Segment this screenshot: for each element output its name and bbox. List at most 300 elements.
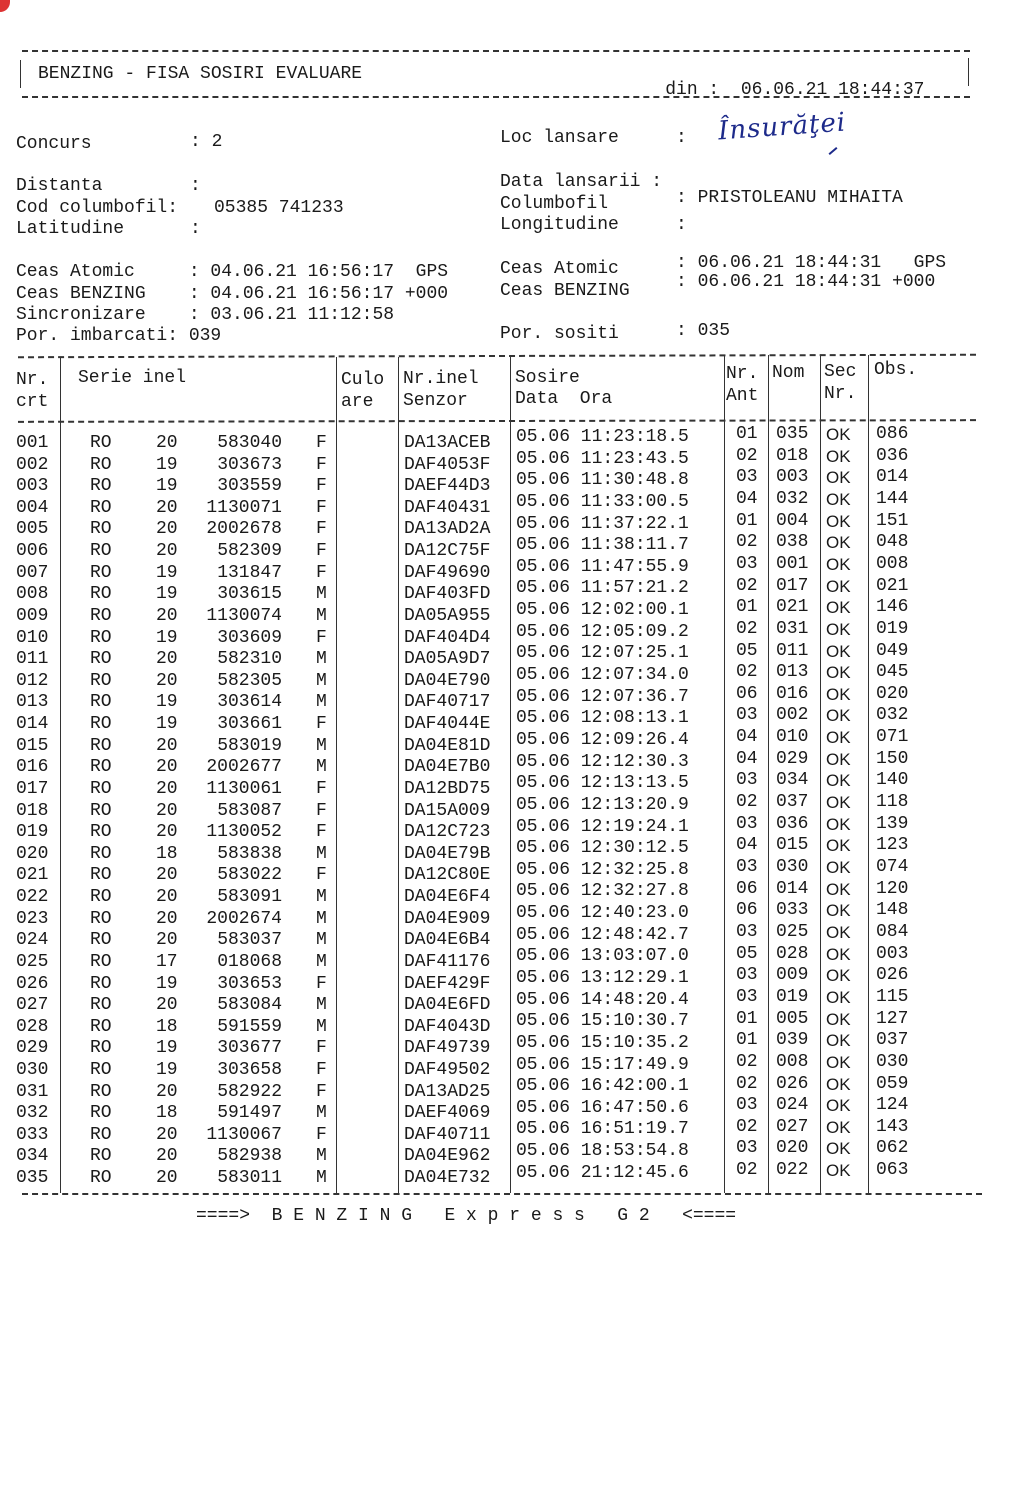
- sex: M: [316, 584, 327, 605]
- row-number: 006: [16, 541, 49, 562]
- sec-status: OK: [826, 749, 851, 769]
- ring-country: RO: [90, 476, 112, 497]
- sec-status: OK: [826, 1117, 851, 1137]
- previous-nr: 03: [736, 965, 758, 986]
- col-crt-header: crt: [16, 392, 49, 412]
- row-number: 020: [16, 843, 49, 864]
- col-ant-header-1: Nr.: [726, 364, 759, 384]
- previous-nr: 04: [736, 835, 758, 856]
- sensor-ring: DA15A009: [404, 800, 491, 821]
- row-number: 031: [16, 1081, 49, 1102]
- sensor-ring: DA13AD25: [404, 1081, 491, 1102]
- sec-status: OK: [826, 684, 851, 704]
- sec-status: OK: [826, 1074, 851, 1094]
- nom-number: 034: [776, 770, 809, 791]
- ring-country: RO: [90, 454, 112, 475]
- row-number: 007: [16, 562, 49, 583]
- ring-number: 1130061: [206, 778, 282, 799]
- ring-year: 20: [156, 778, 178, 799]
- col-sosire-header-2: Data Ora: [515, 389, 613, 409]
- ring-year: 19: [156, 973, 178, 994]
- sensor-ring: DA04E7B0: [404, 757, 491, 778]
- row-number: 015: [16, 735, 49, 756]
- ring-country: RO: [90, 1168, 112, 1189]
- arrival-datetime: 05.06 12:13:20.9: [516, 794, 689, 815]
- ring-country: RO: [90, 1059, 112, 1080]
- col-nrinel-header-1: Nr.inel: [403, 369, 479, 389]
- sex: M: [316, 692, 327, 713]
- table-border-top: [18, 354, 976, 359]
- nom-number: 038: [776, 532, 809, 553]
- arrival-datetime: 05.06 11:37:22.1: [516, 513, 689, 534]
- arrival-datetime: 05.06 12:40:23.0: [516, 903, 689, 924]
- cod-columbofil-value: 05385 741233: [214, 198, 344, 218]
- porumbei-imbarcati: Por. imbarcati: 039: [16, 326, 222, 346]
- ring-country: RO: [90, 605, 112, 626]
- sex: M: [316, 605, 327, 626]
- ring-year: 19: [156, 692, 178, 713]
- arrival-datetime: 05.06 11:23:43.5: [516, 448, 689, 469]
- ring-country: RO: [90, 843, 112, 864]
- sensor-ring: DA12BD75: [404, 778, 491, 799]
- row-number: 035: [16, 1168, 49, 1189]
- obs-value: 124: [876, 1095, 909, 1116]
- nom-number: 015: [776, 835, 809, 856]
- nom-number: 024: [776, 1095, 809, 1116]
- sec-status: OK: [826, 511, 851, 531]
- nom-number: 030: [776, 857, 809, 877]
- obs-value: 049: [876, 640, 909, 661]
- ring-number: 303653: [217, 973, 282, 994]
- ring-number: 303673: [217, 454, 282, 475]
- previous-nr: 05: [736, 640, 758, 661]
- nom-number: 026: [776, 1073, 809, 1094]
- nom-number: 005: [776, 1008, 809, 1029]
- ring-year: 20: [156, 908, 178, 929]
- sex: M: [316, 951, 327, 972]
- ring-year: 20: [156, 822, 178, 843]
- col-ant-header-2: Ant: [726, 386, 759, 406]
- ring-year: 20: [156, 605, 178, 626]
- previous-nr: 03: [736, 813, 758, 834]
- arrival-datetime: 05.06 21:12:45.6: [516, 1162, 689, 1183]
- ring-year: 19: [156, 627, 178, 648]
- ring-country: RO: [90, 822, 112, 843]
- obs-value: 084: [876, 921, 909, 942]
- sensor-ring: DAF40717: [404, 692, 491, 713]
- row-number: 029: [16, 1038, 49, 1059]
- row-number: 013: [16, 692, 49, 713]
- col-nrinel-header-2: Senzor: [403, 391, 468, 411]
- arrival-datetime: 05.06 12:07:25.1: [516, 643, 689, 664]
- sex: F: [316, 541, 327, 562]
- ring-country: RO: [90, 519, 112, 540]
- sex: F: [316, 627, 327, 648]
- obs-value: 115: [876, 986, 909, 1007]
- ring-year: 20: [156, 800, 178, 821]
- loc-lansare-colon: :: [676, 128, 687, 148]
- latitudine-value: :: [190, 219, 201, 239]
- ring-year: 19: [156, 714, 178, 735]
- previous-nr: 03: [736, 1138, 758, 1159]
- sec-status: OK: [826, 663, 851, 683]
- previous-nr: 02: [736, 1160, 758, 1181]
- ring-number: 583019: [217, 735, 282, 756]
- sex: F: [316, 476, 327, 497]
- ring-number: 303658: [217, 1059, 282, 1080]
- title-border-left: [20, 60, 21, 88]
- table-border-bottom: [22, 1193, 982, 1195]
- sec-status: OK: [826, 619, 851, 639]
- nom-number: 031: [776, 618, 809, 639]
- nom-number: 014: [776, 878, 809, 899]
- distanta-label: Distanta: [16, 176, 103, 196]
- sec-status: OK: [826, 814, 851, 834]
- obs-value: 014: [876, 467, 909, 488]
- sex: M: [316, 1016, 327, 1037]
- nom-number: 002: [776, 705, 809, 726]
- sensor-ring: DAEF44D3: [404, 476, 491, 497]
- ring-country: RO: [90, 497, 112, 518]
- ring-number: 1130071: [206, 497, 282, 518]
- ring-number: 303559: [217, 476, 282, 497]
- sensor-ring: DAF49502: [404, 1059, 491, 1080]
- sex: M: [316, 995, 327, 1016]
- sex: F: [316, 778, 327, 799]
- arrival-datetime: 05.06 12:48:42.7: [516, 924, 689, 945]
- obs-value: 020: [876, 683, 909, 704]
- previous-nr: 03: [736, 467, 758, 488]
- row-number: 025: [16, 951, 49, 972]
- ring-number: 583087: [217, 800, 282, 821]
- sensor-ring: DA04E6B4: [404, 930, 491, 951]
- sex: F: [316, 433, 327, 453]
- arrival-datetime: 05.06 11:47:55.9: [516, 556, 689, 577]
- ring-number: 303609: [217, 627, 282, 648]
- obs-value: 120: [876, 878, 909, 899]
- row-number: 030: [16, 1059, 49, 1080]
- sex: M: [316, 930, 327, 951]
- arrival-datetime: 05.06 12:32:27.8: [516, 881, 689, 902]
- sec-status: OK: [826, 1009, 851, 1029]
- nom-number: 003: [776, 467, 809, 488]
- obs-value: 127: [876, 1008, 909, 1029]
- obs-value: 118: [876, 792, 909, 813]
- sensor-ring: DA12C723: [404, 822, 491, 843]
- ring-year: 20: [156, 1168, 178, 1189]
- arrival-datetime: 05.06 15:17:49.9: [516, 1054, 689, 1075]
- row-number: 011: [16, 649, 49, 670]
- ring-country: RO: [90, 1016, 112, 1037]
- obs-value: 071: [876, 727, 909, 748]
- obs-value: 146: [876, 597, 909, 618]
- obs-value: 032: [876, 705, 909, 726]
- ring-year: 20: [156, 1146, 178, 1167]
- sensor-ring: DAF40431: [404, 497, 491, 518]
- sex: F: [316, 1038, 327, 1059]
- previous-nr: 02: [736, 575, 758, 596]
- din-label: din :: [665, 80, 720, 100]
- row-number: 032: [16, 1103, 49, 1124]
- previous-nr: 02: [736, 1116, 758, 1137]
- ring-number: 131847: [217, 562, 282, 583]
- sex: F: [316, 865, 327, 886]
- arrival-datetime: 05.06 11:23:18.5: [516, 427, 689, 447]
- ring-number: 303615: [217, 584, 282, 605]
- nom-number: 013: [776, 662, 809, 683]
- ring-number: 583011: [217, 1168, 282, 1189]
- ring-year: 20: [156, 497, 178, 518]
- obs-value: 045: [876, 662, 909, 683]
- ceas-benzing-start: Ceas BENZING : 04.06.21 16:56:17 +000: [16, 284, 449, 304]
- sec-status: OK: [826, 1096, 851, 1116]
- table-header-divider: [18, 419, 976, 423]
- table-row: [16, 1160, 996, 1189]
- obs-value: 019: [876, 618, 909, 639]
- row-number: 004: [16, 497, 49, 518]
- sec-status: OK: [826, 1139, 851, 1159]
- sec-status: OK: [826, 533, 851, 553]
- loc-lansare-label: Loc lansare: [500, 128, 619, 148]
- arrival-datetime: 05.06 16:47:50.6: [516, 1097, 689, 1118]
- nom-number: 016: [776, 683, 809, 704]
- nom-number: 020: [776, 1138, 809, 1159]
- sensor-ring: DAF4044E: [404, 714, 491, 735]
- sex: F: [316, 562, 327, 583]
- sec-status: OK: [826, 468, 851, 488]
- sec-status: OK: [826, 706, 851, 726]
- sex: F: [316, 519, 327, 540]
- arrival-datetime: 05.06 11:33:00.5: [516, 491, 689, 512]
- ring-number: 1130074: [206, 605, 282, 626]
- sec-status: OK: [826, 576, 851, 596]
- ring-country: RO: [90, 670, 112, 691]
- previous-nr: 04: [736, 727, 758, 748]
- ring-year: 19: [156, 1059, 178, 1080]
- ring-year: 20: [156, 930, 178, 951]
- row-number: 021: [16, 865, 49, 886]
- previous-nr: 02: [736, 1051, 758, 1072]
- ring-year: 20: [156, 541, 178, 562]
- ring-country: RO: [90, 1081, 112, 1102]
- longitudine-value: :: [676, 215, 687, 235]
- ring-country: RO: [90, 995, 112, 1016]
- handwritten-mark: [829, 147, 838, 155]
- sex: M: [316, 735, 327, 756]
- sec-status: OK: [826, 1052, 851, 1072]
- sec-status: OK: [826, 901, 851, 921]
- nom-number: 027: [776, 1116, 809, 1137]
- previous-nr: 02: [736, 618, 758, 639]
- previous-nr: 01: [736, 424, 758, 444]
- col-sec-header-1: Sec: [824, 362, 857, 382]
- arrival-datetime: 05.06 11:38:11.7: [516, 535, 689, 556]
- ring-country: RO: [90, 800, 112, 821]
- col-nr-header: Nr.: [16, 370, 49, 390]
- sec-status: OK: [826, 944, 851, 964]
- ring-number: 583084: [217, 995, 282, 1016]
- previous-nr: 01: [736, 510, 758, 531]
- row-number: 033: [16, 1124, 49, 1145]
- longitudine-label: Longitudine: [500, 215, 619, 235]
- nom-number: 032: [776, 488, 809, 509]
- previous-nr: 04: [736, 748, 758, 769]
- row-number: 010: [16, 627, 49, 648]
- nom-number: 039: [776, 1030, 809, 1051]
- ring-year: 18: [156, 1016, 178, 1037]
- previous-nr: 01: [736, 1008, 758, 1029]
- sec-status: OK: [826, 728, 851, 748]
- sec-status: OK: [826, 554, 851, 574]
- previous-nr: 03: [736, 770, 758, 791]
- previous-nr: 04: [736, 488, 758, 509]
- row-number: 017: [16, 778, 49, 799]
- ring-number: 582938: [217, 1146, 282, 1167]
- columbofil-label: Columbofil: [500, 194, 609, 214]
- col-culoare-header-1: Culo: [341, 370, 385, 390]
- row-number: 003: [16, 476, 49, 497]
- ring-number: 303614: [217, 692, 282, 713]
- arrival-datetime: 05.06 13:12:29.1: [516, 968, 689, 988]
- ceas-benzing-end-value: : 06.06.21 18:44:31 +000: [676, 272, 936, 292]
- obs-value: 026: [876, 965, 909, 986]
- arrival-datetime: 05.06 12:02:00.1: [516, 600, 689, 621]
- ring-country: RO: [90, 930, 112, 951]
- ring-country: RO: [90, 735, 112, 756]
- ring-country: RO: [90, 433, 112, 453]
- sex: M: [316, 887, 327, 908]
- sec-status: OK: [826, 425, 851, 444]
- ring-country: RO: [90, 887, 112, 908]
- ring-year: 18: [156, 843, 178, 864]
- ring-country: RO: [90, 951, 112, 972]
- concurs-label: Concurs: [16, 134, 92, 154]
- ring-country: RO: [90, 908, 112, 929]
- sex: F: [316, 714, 327, 735]
- arrival-datetime: 05.06 12:19:24.1: [516, 816, 689, 837]
- arrival-datetime: 05.06 15:10:35.2: [516, 1032, 689, 1053]
- previous-nr: 01: [736, 597, 758, 618]
- arrival-datetime: 05.06 12:12:30.3: [516, 751, 689, 772]
- sensor-ring: DAF40711: [404, 1124, 491, 1145]
- ring-country: RO: [90, 973, 112, 994]
- porumbei-sositi-value: : 035: [676, 321, 731, 341]
- sensor-ring: DA05A955: [404, 605, 491, 626]
- row-number: 034: [16, 1146, 49, 1167]
- obs-value: 086: [876, 424, 909, 444]
- sensor-ring: DAF4043D: [404, 1016, 491, 1037]
- sec-status: OK: [826, 793, 851, 813]
- col-sec-header-2: Nr.: [824, 384, 857, 404]
- sensor-ring: DAF404D4: [404, 627, 491, 648]
- sex: F: [316, 822, 327, 843]
- ring-country: RO: [90, 1146, 112, 1167]
- sensor-ring: DA13AD2A: [404, 519, 491, 540]
- ring-number: 582310: [217, 649, 282, 670]
- ring-country: RO: [90, 778, 112, 799]
- title-border-top: [22, 50, 970, 52]
- ceas-atomic-end-value: : 06.06.21 18:44:31 GPS: [676, 253, 947, 273]
- col-sosire-header-1: Sosire: [515, 368, 580, 388]
- obs-value: 037: [876, 1030, 909, 1051]
- ceas-benzing-end-label: Ceas BENZING: [500, 281, 630, 301]
- ring-number: 2002677: [206, 757, 282, 778]
- nom-number: 011: [776, 640, 809, 661]
- ring-country: RO: [90, 692, 112, 713]
- sensor-ring: DA04E962: [404, 1146, 491, 1167]
- ring-number: 303661: [217, 714, 282, 735]
- nom-number: 037: [776, 792, 809, 813]
- latitudine-label: Latitudine: [16, 219, 125, 239]
- ring-country: RO: [90, 584, 112, 605]
- obs-value: 148: [876, 900, 909, 921]
- arrival-datetime: 05.06 11:57:21.2: [516, 578, 689, 599]
- arrival-datetime: 05.06 12:13:13.5: [516, 773, 689, 794]
- sensor-ring: DA04E6FD: [404, 995, 491, 1016]
- row-number: 019: [16, 822, 49, 843]
- sex: M: [316, 757, 327, 778]
- ring-year: 20: [156, 1124, 178, 1145]
- sec-status: OK: [826, 489, 851, 509]
- sensor-ring: DAF41176: [404, 951, 491, 972]
- sensor-ring: DA04E6F4: [404, 887, 491, 908]
- sex: M: [316, 649, 327, 670]
- nom-number: 010: [776, 727, 809, 748]
- ring-number: 583040: [217, 433, 282, 453]
- arrival-datetime: 05.06 16:42:00.1: [516, 1076, 689, 1097]
- sec-status: OK: [826, 1161, 851, 1181]
- sec-status: OK: [826, 1031, 851, 1051]
- sec-status: OK: [826, 446, 851, 466]
- sex: F: [316, 800, 327, 821]
- previous-nr: 01: [736, 1030, 758, 1051]
- title-border-right: [968, 58, 969, 86]
- ring-number: 2002678: [206, 519, 282, 540]
- sex: M: [316, 843, 327, 864]
- previous-nr: 03: [736, 986, 758, 1007]
- cod-columbofil-label: Cod columbofil:: [16, 198, 179, 218]
- sensor-ring: DAF403FD: [404, 584, 491, 605]
- sec-status: OK: [826, 922, 851, 942]
- ring-number: 582922: [217, 1081, 282, 1102]
- sensor-ring: DA04E732: [404, 1168, 491, 1189]
- sensor-ring: DA12C75F: [404, 541, 491, 562]
- previous-nr: 02: [736, 532, 758, 553]
- sex: F: [316, 1081, 327, 1102]
- sensor-ring: DAF49690: [404, 562, 491, 583]
- row-number: 012: [16, 670, 49, 691]
- ring-country: RO: [90, 627, 112, 648]
- obs-value: 008: [876, 553, 909, 574]
- arrival-datetime: 05.06 18:53:54.8: [516, 1141, 689, 1162]
- nom-number: 028: [776, 943, 809, 964]
- arrival-datetime: 05.06 12:07:36.7: [516, 686, 689, 707]
- ring-year: 20: [156, 757, 178, 778]
- col-culoare-header-2: are: [341, 392, 374, 412]
- arrival-datetime: 05.06 12:07:34.0: [516, 665, 689, 686]
- ring-year: 20: [156, 433, 178, 453]
- ring-year: 20: [156, 519, 178, 540]
- previous-nr: 03: [736, 857, 758, 877]
- row-number: 005: [16, 519, 49, 540]
- sex: F: [316, 454, 327, 475]
- arrival-datetime: 05.06 12:30:12.5: [516, 838, 689, 859]
- row-number: 024: [16, 930, 49, 951]
- ring-country: RO: [90, 649, 112, 670]
- ring-number: 583022: [217, 865, 282, 886]
- handwritten-release-place: Însurăţei: [717, 107, 848, 147]
- ring-country: RO: [90, 562, 112, 583]
